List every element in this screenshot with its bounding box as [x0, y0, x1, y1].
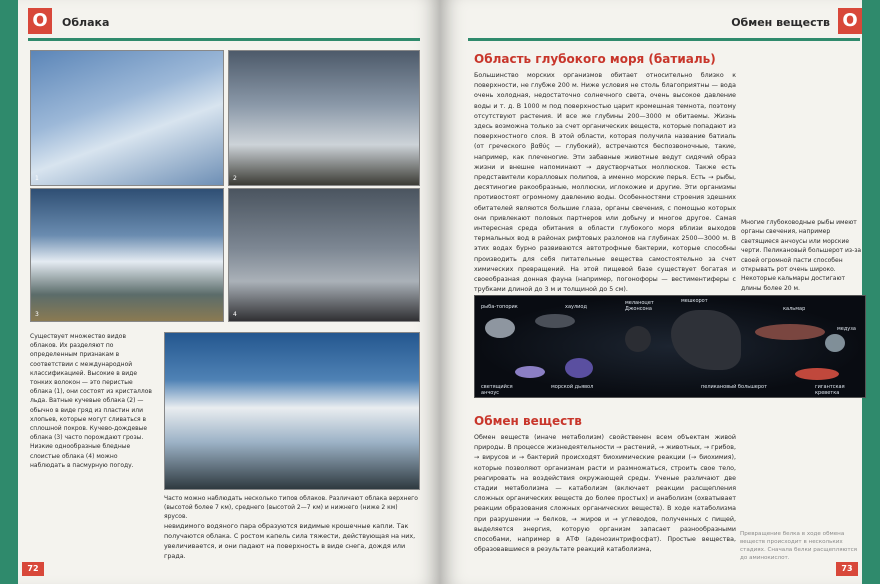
creature-label: медуза — [837, 326, 856, 332]
cirrus-cloud-photo — [30, 50, 224, 186]
creature-label: кальмар — [783, 306, 806, 312]
gulper-eel-shape — [671, 310, 741, 370]
header-rule — [28, 38, 420, 41]
deep-sea-creatures-illustration — [474, 295, 866, 398]
metabolism-body-text: Обмен веществ (иначе метаболизм) свойственен всем объектам живой природы. В процессе жизнедеятельности → растений, → животных, → грибов, → вирусов и → бактерий происходят биохимические реакции (→ биохимия), которые позволяют организмам расти и размножаться, строить свое тело, реагировать на воздействия окружающей среды. Ученые различают две стадии метаболизма — катаболизм (включает реакции расщепления сложных органических веществ до более простых) и анаболизм (охватывает реакции образования сложных органических веществ). В ходе катаболизма при разрушении → белков, → жиров и → углеводов, полученных с пищей, выделяется энергия, которую организм запасает разнообразными способами, например в АТФ (аденозинтрифосфат). Простые вещества, образовавшиеся в результате реакций катаболизма, — [474, 434, 736, 554]
photo-number: 2 — [233, 175, 237, 182]
page-header-title: Обмен веществ — [731, 16, 830, 29]
sea-devil-shape — [565, 358, 593, 378]
creature-label: пеликановый большерот — [701, 384, 768, 390]
creature-label: рыба-топорик — [481, 304, 518, 310]
lanternfish-shape — [515, 366, 545, 378]
body-text-bottom: невидимого водяного пара образуются видимые крошечные капли. Так получаются облака. С ростом капель сила тяжести, действующая на них, увеличивается, и они падают на поверхность в виде снега, дождя или града. — [164, 522, 416, 560]
creature-label: светящийся анчоус — [481, 384, 513, 396]
section-title-metabolism: Обмен веществ — [474, 414, 582, 428]
mixed-clouds-photo — [164, 332, 420, 490]
anglerfish-shape — [625, 326, 651, 352]
cumulus-cloud-photo — [228, 50, 420, 186]
photo-number: 4 — [233, 311, 237, 318]
page-number: 73 — [836, 562, 858, 576]
cloud-types-caption: Существует множество видов облаков. Их разделяют по определенным признакам в соответствии с международной классификацией. Высокие в виде тонких волокон — это перистые облака (1), они состоят из кристаллов льда. Ватные кучевые облака (2) — обычно в виде гряд из пластин или хлопьев, которые могут сливаться в сплошной покров. Кучево-дождевые облака (3) часто порождают грозы. Низкие однообразные бледные слоистые облака (4) можно наблюдать в пасмурную погоду. — [30, 333, 152, 469]
left-color-strip — [0, 0, 18, 584]
creature-label: морской дьявол — [551, 384, 594, 390]
photo-number: 1 — [35, 175, 39, 182]
shrimp-shape — [795, 368, 839, 380]
mixed-clouds-caption: Часто можно наблюдать несколько типов облаков. Различают облака верхнего (высотой более 7 км), среднего (высотой 2—7 км) и нижнего (ниже 2 км) ярусов. — [164, 495, 418, 520]
section-title-bathyal: Область глубокого моря (батиаль) — [474, 52, 716, 66]
page-number: 72 — [22, 562, 44, 576]
creature-label: мешкорот — [681, 298, 708, 304]
section-letter: О — [838, 8, 862, 34]
page-header-title: Облака — [62, 16, 110, 29]
hatchetfish-shape — [485, 318, 515, 338]
viperfish-shape — [535, 314, 575, 328]
stratus-cloud-photo — [228, 188, 420, 322]
bathyal-body-text: Большинство морских организмов обитает относительно близко к поверхности, не глубже 200 м. Ниже условия не столь благоприятны — вода очень холодная, недостаточно солнечного света, очень высокое давление воды и т. д. В 1000 м под поверхностью царит кромешная темнота, поэтому отсутствуют растения. И все же глубины 200—3000 м обитаемы. Жизнь здесь возможна только за счет органических веществ, которые попадают из поверхностного слоя. В этой области, которая получила название батиаль (от греческого βαθύς — глубокий), встречаются беспозвоночные, такие, например, как плеченогие. Эти забавные животные ведут сидячий образ жизни и внешне напоминают → двустворчатых моллюсков. Также есть представители коралловых полипов, а именно морские перья. Есть → рыбы, десятиногие ракообразные, моллюски, иглокожие и другие. Эти организмы противостоят огромному давлению воды. Особенностями строения здешних обитателей являются большие глаза, органы свечения, с помощью которых они привлекают половых партнеров или добычу и многое другое. Самая интересная среда обитания в области глубокого моря вблизи выходов термальных вод в районах рифтовых разломов на глубинах 2500—3000 м. В этих водах бурно развиваются автотрофные бактерии, которые способны производить для себя питательные вещества самостоятельно за счет химических превращений. На этой пищевой базе существует богатая и своеобразная донная фауна (например, погонофоры — вестиментиферы с трубками длиной до 3 м и толщиной до 5 см). — [474, 72, 736, 294]
cumulonimbus-cloud-photo — [30, 188, 224, 322]
creature-label: меланоцет Джонсона — [625, 300, 654, 312]
photo-number: 3 — [35, 311, 39, 318]
faded-side-note: Превращение белка в ходе обмена веществ происходит в нескольких стадиях. Сначала белки расщепляются до аминокислот. — [740, 531, 858, 561]
deep-sea-fish-note: Многие глубоководные рыбы имеют органы свечения, например светящиеся анчоусы или морские черти. Пеликановый большерот из-за своей огромной пасти способен открывать рот очень широко. Некоторые кальмары достигают длины более 20 м. — [741, 219, 862, 292]
creature-label: гигантская креветка — [815, 384, 845, 396]
squid-shape — [755, 324, 825, 340]
jellyfish-shape — [825, 334, 845, 352]
section-letter: О — [28, 8, 52, 34]
header-rule — [468, 38, 860, 41]
creature-label: хаулиод — [565, 304, 587, 310]
